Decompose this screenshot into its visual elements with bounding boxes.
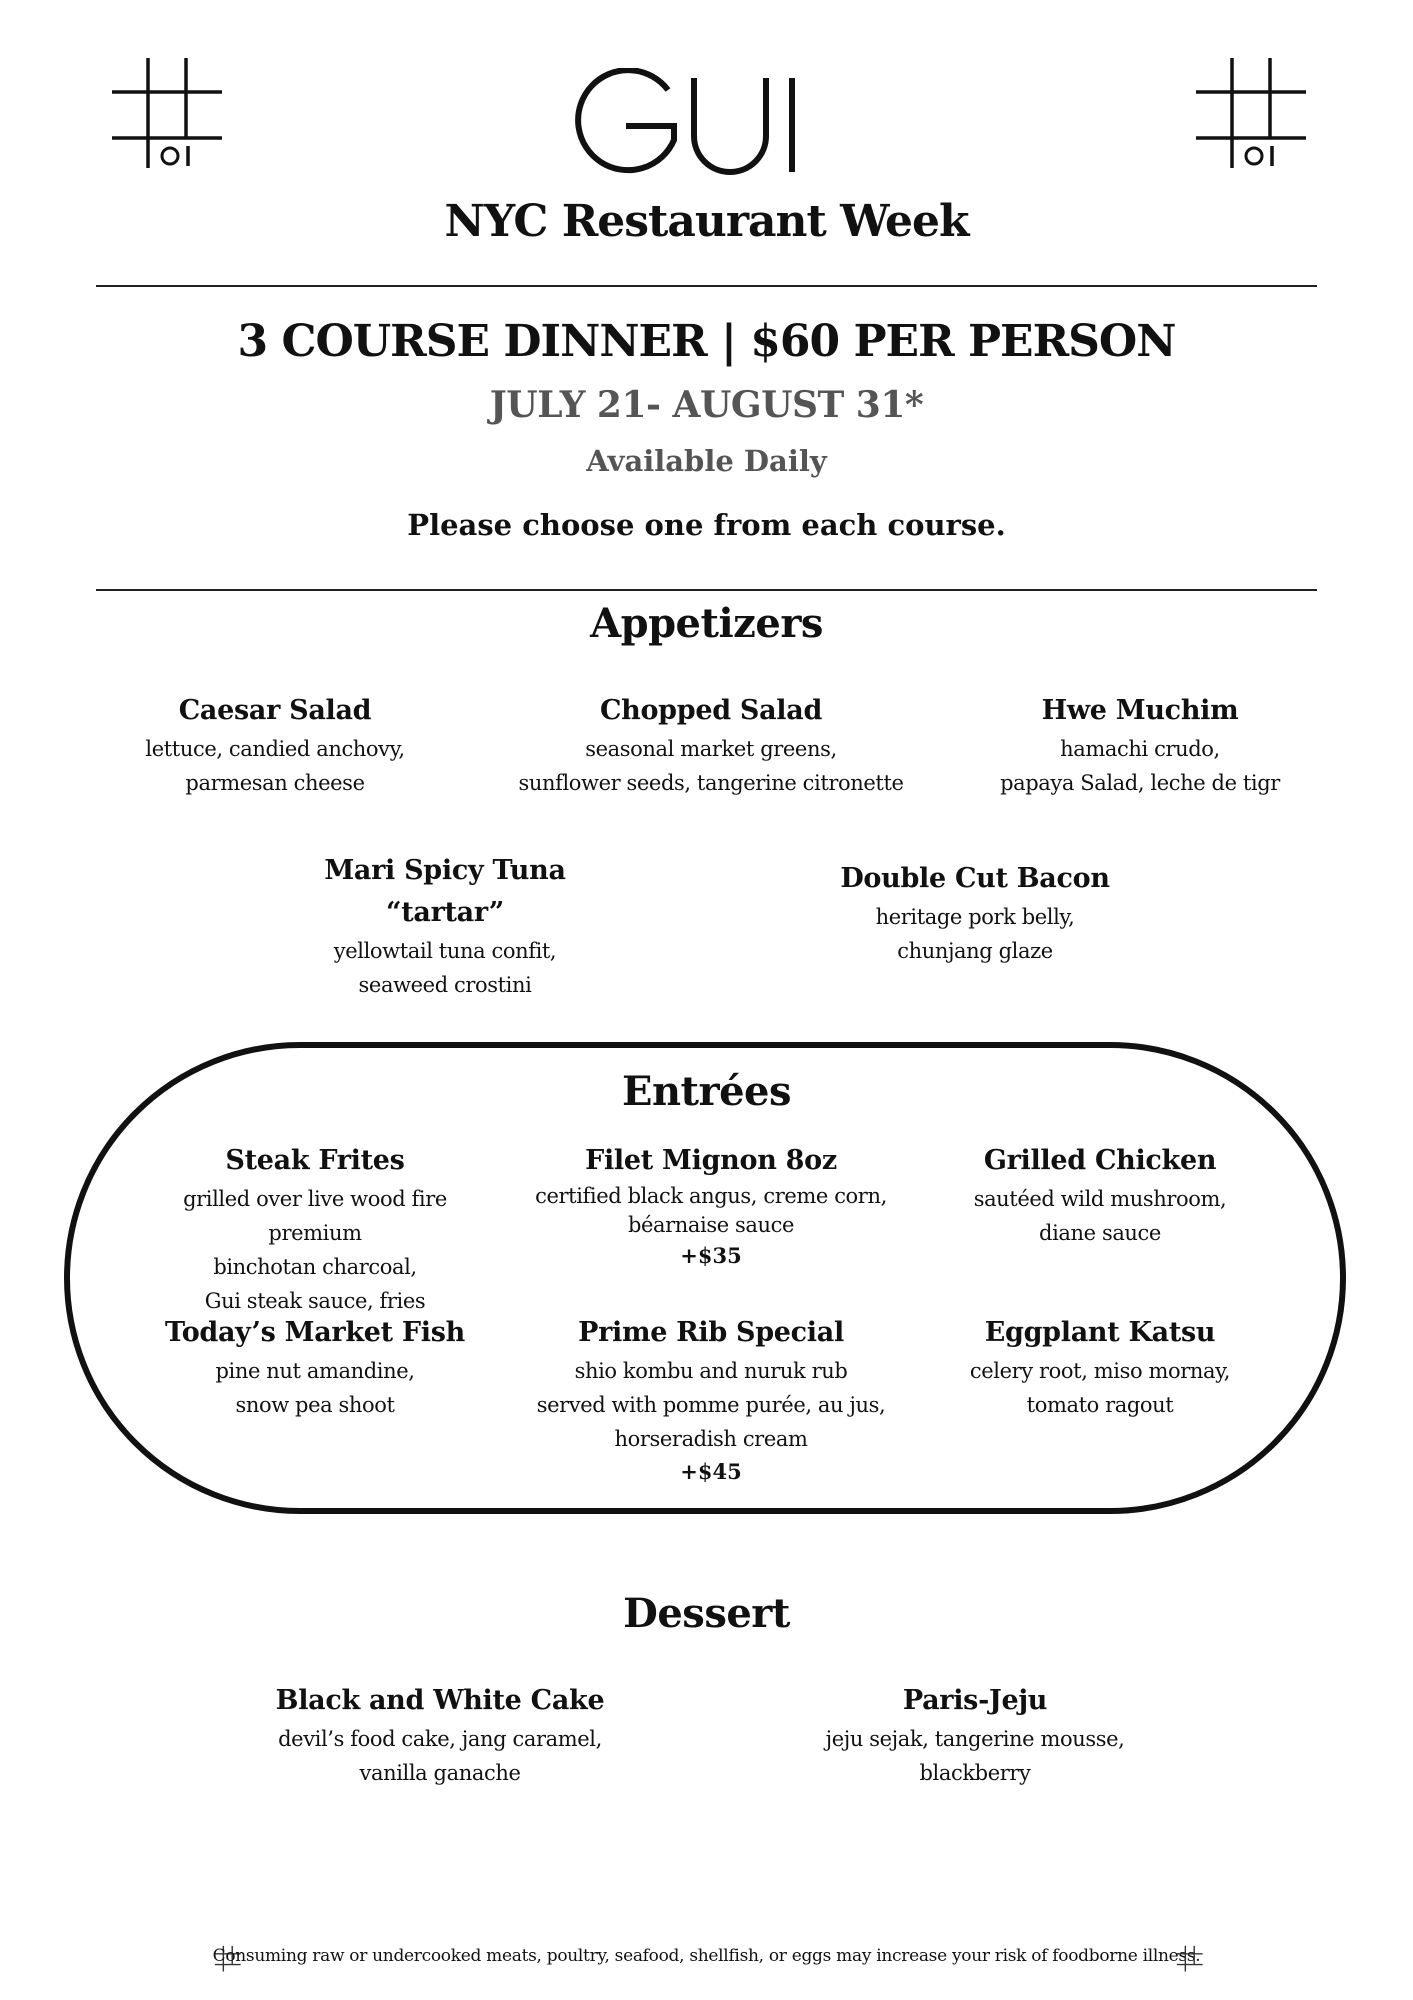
item-name: Eggplant Katsu — [984, 1317, 1216, 1348]
item-description: celery root, miso mornay, tomato ragout — [969, 1359, 1231, 1417]
menu-item — [825, 858, 1125, 968]
menu-item — [985, 690, 1295, 800]
menu-item — [140, 1140, 490, 1318]
item-surcharge: +$45 — [680, 1459, 742, 1484]
allergy-notice: Consuming raw or undercooked meats, poultry, seafood, shellfish, or eggs may increase your risk of foodborne illness. — [212, 1946, 1201, 1966]
menu-item — [825, 1680, 1125, 1790]
menu-item — [115, 690, 435, 800]
item-name: Grilled Chicken — [983, 1145, 1217, 1176]
dates-heading: JULY 21- AUGUST 31* — [489, 384, 924, 426]
gui-hash-icon — [108, 50, 228, 170]
menu-item — [270, 1680, 610, 1790]
gui-hash-icon — [1192, 50, 1312, 170]
item-name: Filet Mignon 8oz — [585, 1145, 837, 1176]
item-name: Caesar Salad — [178, 695, 372, 726]
item-description: jeju sejak, tangerine mousse, blackberry — [825, 1727, 1125, 1785]
menu-item — [950, 1140, 1250, 1250]
dessert-heading: Dessert — [623, 1590, 790, 1637]
item-name: Mari Spicy Tuna “tartar” — [324, 855, 566, 928]
item-description: heritage pork belly, chunjang glaze — [875, 905, 1075, 963]
item-description: lettuce, candied anchovy, parmesan cheese — [145, 737, 405, 795]
item-name: Paris-Jeju — [902, 1685, 1048, 1716]
appetizers-heading: Appetizers — [590, 600, 823, 647]
item-name: Prime Rib Special — [578, 1317, 844, 1348]
menu-item — [950, 1312, 1250, 1422]
instruction-text: Please choose one from each course. — [407, 508, 1006, 542]
item-description: pine nut amandine, snow pea shoot — [215, 1359, 415, 1417]
item-description: devil’s food cake, jang caramel, vanilla ganache — [278, 1727, 602, 1785]
availability-text: Available Daily — [586, 444, 827, 478]
item-name: Hwe Muchim — [1041, 695, 1239, 726]
menu-item — [531, 1312, 891, 1488]
divider — [96, 589, 1317, 591]
item-description: yellowtail tuna confit, seaweed crostini — [333, 939, 557, 997]
menu-item — [531, 1140, 891, 1272]
item-description: hamachi crudo, papaya Salad, leche de tigr — [1000, 737, 1280, 795]
item-name: Today’s Market Fish — [165, 1317, 465, 1348]
menu-item — [290, 850, 600, 1002]
item-name: Chopped Salad — [599, 695, 823, 726]
course-price-heading: 3 COURSE DINNER | $60 PER PERSON — [237, 316, 1176, 367]
gui-hash-icon — [1176, 1944, 1204, 1972]
menu-item — [150, 1312, 480, 1422]
item-description: shio kombu and nuruk rub served with pomme purée, au jus, horseradish cream — [536, 1359, 886, 1451]
item-description: certified black angus, creme corn, béarnaise sauce — [535, 1184, 887, 1237]
entrees-heading: Entrées — [621, 1068, 792, 1115]
item-name: Black and White Cake — [275, 1685, 605, 1716]
item-name: Double Cut Bacon — [840, 863, 1110, 894]
page-title: NYC Restaurant Week — [444, 196, 969, 247]
item-description: grilled over live wood fire premium binchotan charcoal, Gui steak sauce, fries — [183, 1187, 447, 1313]
item-description: sautéed wild mushroom, diane sauce — [973, 1187, 1227, 1245]
menu-item — [511, 690, 911, 800]
divider — [96, 285, 1317, 287]
brand-wordmark-logo — [556, 68, 858, 178]
item-description: seasonal market greens, sunflower seeds, tangerine citronette — [518, 737, 904, 795]
item-surcharge: +$35 — [680, 1243, 742, 1268]
item-name: Steak Frites — [225, 1145, 405, 1176]
